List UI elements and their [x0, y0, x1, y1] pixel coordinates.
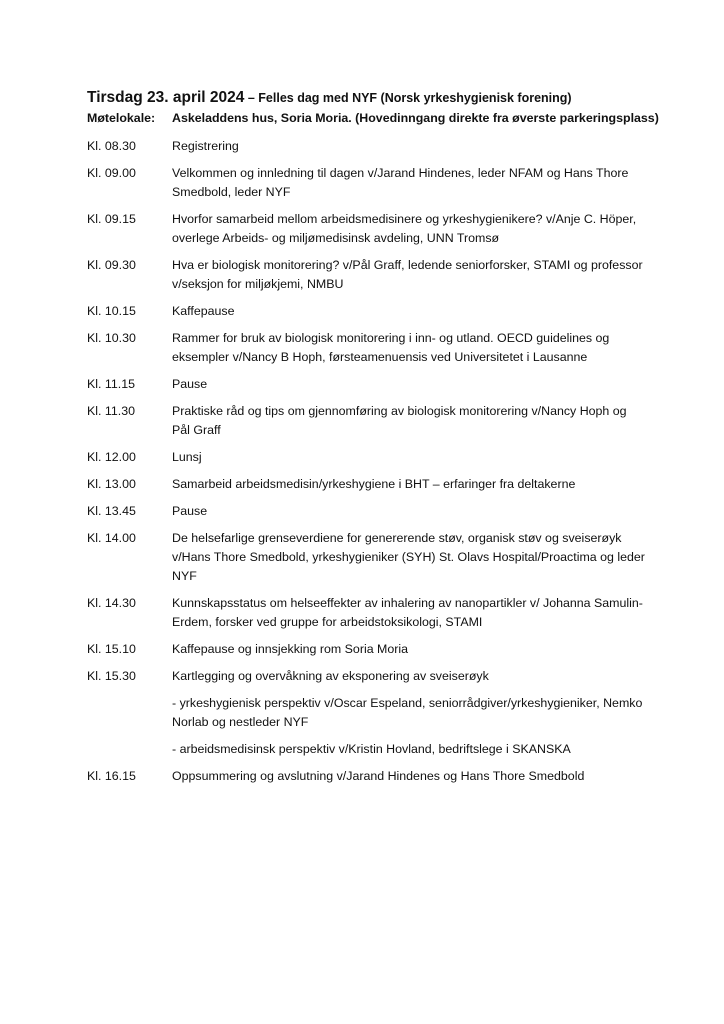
schedule-time: Kl. 08.30 [87, 139, 136, 153]
schedule-row [87, 502, 647, 521]
schedule-time: Kl. 10.15 [87, 304, 136, 318]
schedule-row [87, 375, 647, 394]
schedule-text: Pause [172, 504, 208, 518]
schedule-time: Kl. 15.30 [87, 669, 136, 683]
title-date: Tirsdag 23. april 2024 [87, 89, 245, 106]
page-title [87, 88, 647, 108]
schedule-row [87, 594, 647, 632]
schedule-sub-item [87, 694, 647, 732]
schedule-time: Kl. 13.45 [87, 504, 136, 518]
schedule-text: Registrering [172, 139, 239, 153]
schedule-time: Kl. 09.15 [87, 212, 136, 226]
schedule-row [87, 529, 647, 586]
sub-item-text: - arbeidsmedisinsk perspektiv v/Kristin Hovland, bedriftslege i SKANSKA [172, 742, 571, 756]
schedule-time: Kl. 13.00 [87, 477, 136, 491]
schedule-row [87, 448, 647, 467]
venue-row [87, 109, 659, 127]
schedule-time: Kl. 09.30 [87, 258, 136, 272]
schedule-list [87, 137, 647, 786]
schedule-text: Lunsj [172, 450, 202, 464]
venue-label: Møtelokale: [87, 111, 156, 125]
schedule-text: Kaffepause og innsjekking rom Soria Moria [172, 642, 409, 656]
schedule-time: Kl. 11.15 [87, 377, 135, 391]
schedule-text: Kaffepause [172, 304, 235, 318]
schedule-row [87, 475, 647, 494]
schedule-text: Kunnskapsstatus om helseeffekter av inhalering av nanopartikler v/ Johanna Samulin-Erdem, forsker ved gruppe for arbeidstoksikologi, STAMI [172, 596, 643, 629]
venue-value: Askeladdens hus, Soria Moria. (Hovedinngang direkte fra øverste parkeringsplass) [172, 111, 659, 125]
schedule-time: Kl. 14.00 [87, 531, 136, 545]
schedule-row [87, 210, 647, 248]
schedule-text: De helsefarlige grenseverdiene for genererende støv, organisk støv og sveiserøyk v/Hans Thore Smedbold, yrkeshygieniker (SYH) St. Olavs Hospital/Proactima og leder NYF [172, 531, 645, 583]
schedule-row-final [87, 767, 647, 786]
schedule-time: Kl. 12.00 [87, 450, 136, 464]
schedule-time: Kl. 11.30 [87, 404, 135, 418]
schedule-time: Kl. 14.30 [87, 596, 136, 610]
schedule-time: Kl. 09.00 [87, 166, 136, 180]
schedule-text: Rammer for bruk av biologisk monitorering i inn- og utland. OECD guidelines og eksempler v/Nancy B Hoph, førsteamenuensis ved Universitetet i Lausanne [172, 331, 610, 364]
title-subtitle: – Felles dag med NYF (Norsk yrkeshygienisk forening) [244, 91, 572, 105]
schedule-time: Kl. 15.10 [87, 642, 136, 656]
schedule-sub-item [87, 740, 647, 759]
schedule-text: Pause [172, 377, 208, 391]
schedule-text: Velkommen og innledning til dagen v/Jarand Hindenes, leder NFAM og Hans Thore Smedbold, leder NYF [172, 166, 629, 199]
schedule-text: Hva er biologisk monitorering? v/Pål Graff, ledende seniorforsker, STAMI og professor v/seksjon for miljøkjemi, NMBU [172, 258, 643, 291]
schedule-row [87, 302, 647, 321]
schedule-text: Samarbeid arbeidsmedisin/yrkeshygiene i BHT – erfaringer fra deltakerne [172, 477, 576, 491]
schedule-row [87, 667, 647, 686]
schedule-row [87, 137, 647, 156]
schedule-row [87, 329, 647, 367]
program-page [87, 88, 659, 794]
schedule-text: Oppsummering og avslutning v/Jarand Hindenes og Hans Thore Smedbold [172, 769, 585, 783]
schedule-text: Hvorfor samarbeid mellom arbeidsmedisinere og yrkeshygienikere? v/Anje C. Höper, overlege Arbeids- og miljømedisinsk avdeling, UNN Tromsø [172, 212, 637, 245]
schedule-text: Praktiske råd og tips om gjennomføring av biologisk monitorering v/Nancy Hoph og Pål Graff [172, 404, 627, 437]
schedule-row [87, 256, 647, 294]
schedule-row [87, 402, 647, 440]
indent-spacer [87, 694, 172, 732]
schedule-time: Kl. 16.15 [87, 769, 136, 783]
schedule-time: Kl. 10.30 [87, 331, 136, 345]
indent-spacer [87, 740, 172, 759]
schedule-row [87, 164, 647, 202]
schedule-row [87, 640, 647, 659]
sub-item-text: - yrkeshygienisk perspektiv v/Oscar Espeland, seniorrådgiver/yrkeshygieniker, Nemko Norlab og nestleder NYF [172, 696, 643, 729]
schedule-text: Kartlegging og overvåkning av eksponering av sveiserøyk [172, 669, 489, 683]
